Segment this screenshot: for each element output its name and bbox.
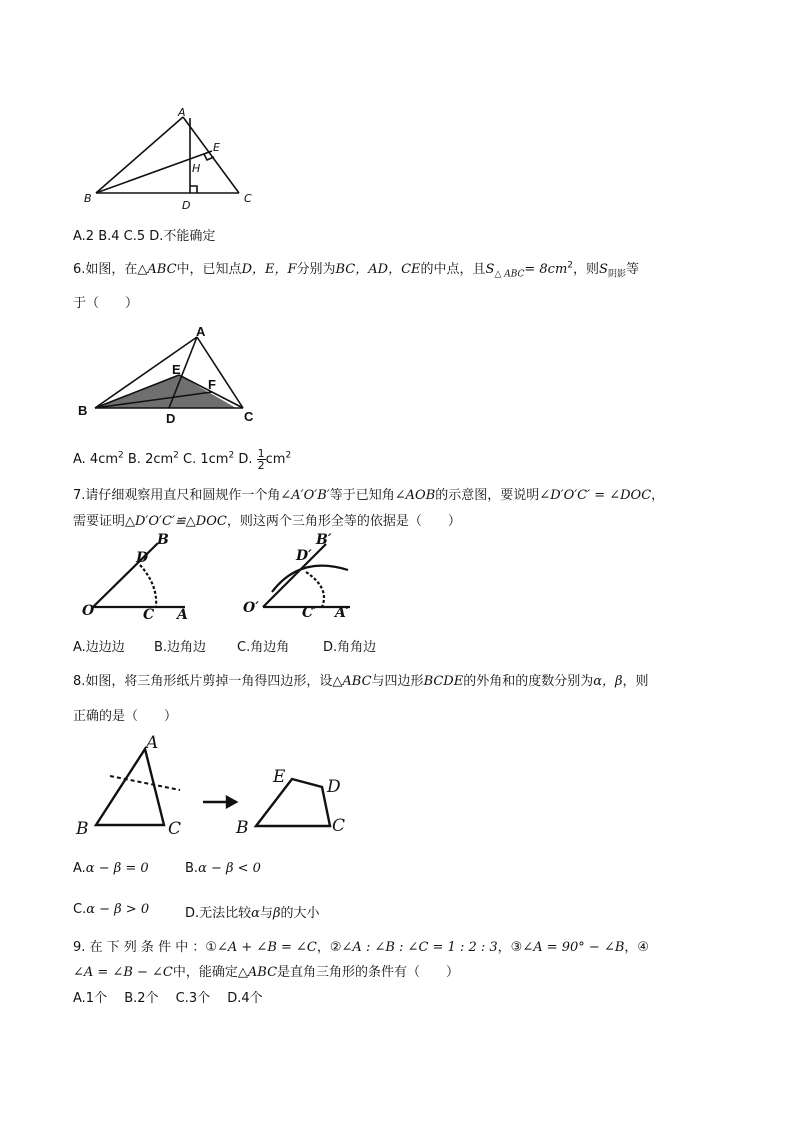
q7-left-label-d: D bbox=[136, 550, 149, 566]
q7-right-label-b: B′ bbox=[316, 532, 332, 548]
q6-stem-line1: 6.如图，在△ABC中，已知点D，E，F分别为BC，AD，CE的中点，且$S_{\triangle ABC}= 8cm^2$，则$S_{阴影}$等 bbox=[73, 260, 639, 280]
fraction-one-half: $\frac{1}{2}$ bbox=[257, 447, 265, 472]
label-c: C bbox=[244, 192, 252, 205]
label-b: B bbox=[84, 192, 92, 205]
label-e: E bbox=[213, 141, 220, 154]
q8-label-a: A bbox=[146, 733, 159, 753]
q8-label-b2: B bbox=[236, 818, 249, 838]
q8-option-b: B.α − β < 0 bbox=[185, 861, 261, 876]
q7-option-b: B.边角边 bbox=[154, 640, 207, 655]
q8-option-d: D.无法比较α与β的大小 bbox=[185, 906, 320, 921]
q9-stem-line2: ∠A = ∠B − ∠C中，能确定△ABC是直角三角形的条件有（ ） bbox=[73, 965, 460, 980]
q7-left-label-a: A bbox=[177, 607, 188, 623]
q7-right-label-c: C′ bbox=[302, 605, 317, 621]
label-h: H bbox=[192, 162, 201, 175]
q7-left-label-o: O bbox=[82, 603, 95, 619]
q6-label-f: F bbox=[208, 377, 216, 392]
q7-stem-line2: 需要证明△D′O′C′≌△DOC，则这两个三角形全等的依据是（ ） bbox=[73, 514, 461, 529]
q9-options: A.1个 B.2个 C.3个 D.4个 bbox=[73, 991, 263, 1006]
q7-right-label-o: O′ bbox=[243, 600, 259, 616]
label-a: A bbox=[178, 106, 186, 119]
q7-left-label-c: C bbox=[143, 607, 155, 623]
q7-option-a: A.边边边 bbox=[73, 640, 125, 655]
q6-label-d: D bbox=[166, 411, 176, 426]
q7-option-c: C.角边角 bbox=[237, 640, 290, 655]
q8-option-c: C.α − β > 0 bbox=[73, 902, 150, 917]
q8-stem-line2: 正确的是（ ） bbox=[73, 709, 178, 724]
q6-options: A. $4cm^2$ B. $2cm^2$ C. $1cm^2$ D. $\frac{1}{2}$ $cm^2$ bbox=[73, 447, 292, 472]
q8-label-c2: C bbox=[332, 816, 346, 836]
q7-option-d: D.角角边 bbox=[323, 640, 377, 655]
q6-label-c: C bbox=[244, 409, 254, 424]
q8-option-a: A.α − β = 0 bbox=[73, 861, 149, 876]
q8-label-b: B bbox=[76, 819, 89, 839]
q7-right-label-a: A′ bbox=[335, 605, 350, 621]
label-d: D bbox=[182, 199, 191, 212]
q7-stem-line1: 7.请仔细观察用直尺和圆规作一个角∠A′O′B′等于已知角∠AOB的示意图，要说明∠D′O′C′ = ∠DOC， bbox=[73, 488, 665, 503]
q8-label-d: D bbox=[327, 777, 341, 797]
q7-left-label-b: B bbox=[157, 532, 169, 548]
q8-label-e: E bbox=[273, 767, 286, 787]
q5-options: A.2 B.4 C.5 D.不能确定 bbox=[73, 229, 216, 244]
q7-right-label-d: D′ bbox=[296, 548, 312, 564]
q6-stem-line2: 于（ ） bbox=[73, 296, 139, 311]
q8-label-c: C bbox=[168, 819, 182, 839]
q6-label-b: B bbox=[78, 403, 88, 418]
q6-label-a: A bbox=[196, 324, 206, 339]
q8-stem-line1: 8.如图，将三角形纸片剪掉一角得四边形，设△ABC与四边形BCDE的外角和的度数分别为α，β，则 bbox=[73, 674, 649, 689]
q9-stem-line1: 9. 在 下 列 条 件 中 ：①∠A + ∠B = ∠C，②∠A : ∠B : ∠C = 1 : 2 : 3，③∠A = 90° − ∠B，④ bbox=[73, 940, 650, 955]
q6-label-e: E bbox=[172, 362, 181, 377]
